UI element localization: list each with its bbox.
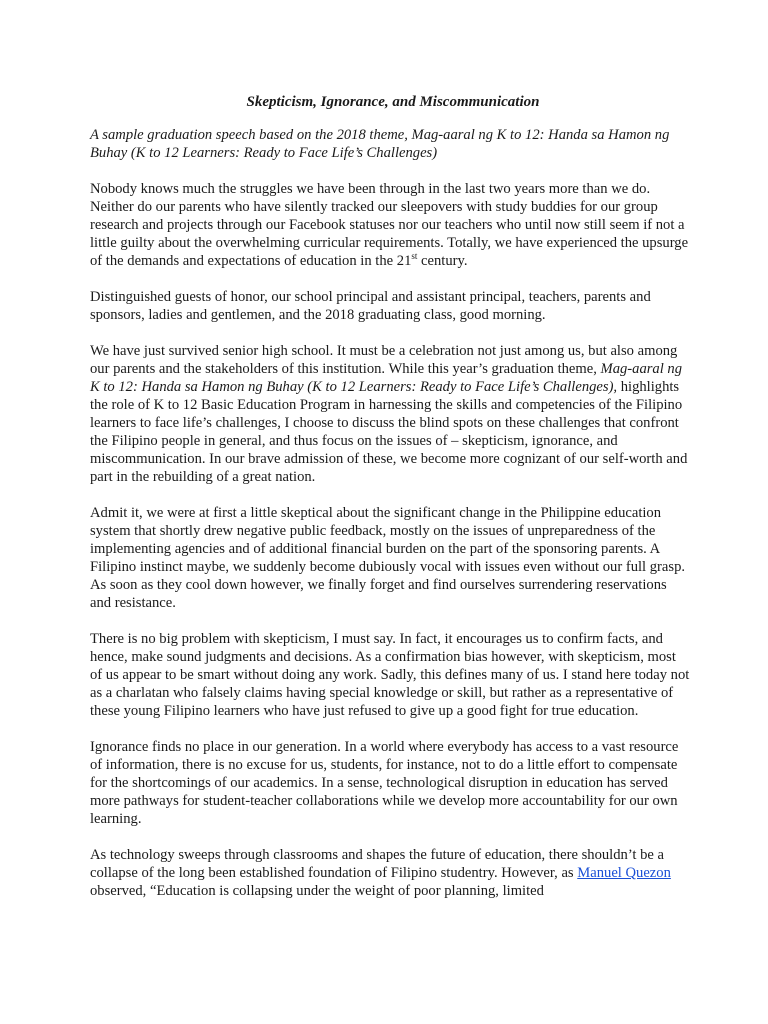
paragraph-1-text: Nobody knows much the struggles we have been through in the last two years more than we do. Neither do our parents who have silently tracked our sleepovers with study buddies for our group research and projects through our Facebook statuses nor our teachers who until now still seem if not a little guilty about the overwhelming curricular requirements. Totally, we have experienced the upsurge of the demands and expectations of education in the 21 xyxy=(90,181,689,269)
document-page xyxy=(90,93,690,918)
paragraph-7 xyxy=(90,846,690,900)
paragraph-3-theme-italic: Mag-aaral ng K to 12: Handa sa Hamon ng Buhay (K to 12 Learners: Ready to Face Life’s Challenges), xyxy=(90,361,683,395)
paragraph-1 xyxy=(90,180,690,270)
paragraph-4: Admit it, we were at first a little skeptical about the significant change in the Philippine education system that shortly drew negative public feedback, mostly on the issues of unpreparedness of the implementing agencies and of additional financial burden on the part of the sponsoring parents. A Filipino instinct maybe, we suddenly become dubiously vocal with issues even without our full grasp. As soon as they cool down however, we finally forget and find ourselves surrendering reservations and resistance. xyxy=(90,505,686,611)
paragraph-3-before: We have just survived senior high school. It must be a celebration not just among us, but also among our parents and the stakeholders of this institution. While this year’s graduation theme, xyxy=(90,343,678,377)
paragraph-7-after: observed, “Education is collapsing under the weight of poor planning, limited xyxy=(90,883,544,899)
paragraph-2: Distinguished guests of honor, our school principal and assistant principal, teachers, parents and sponsors, ladies and gentlemen, and the 2018 graduating class, good morning. xyxy=(90,289,651,323)
paragraph-5: There is no big problem with skepticism, I must say. In fact, it encourages us to confirm facts, and hence, make sound judgments and decisions. As a confirmation bias however, with skepticism, most of us appear to be smart without doing any work. Sadly, this defines many of us. I stand here today not as a charlatan who falsely claims having special knowledge or skill, but rather as a representative of these young Filipino learners who have just refused to give up a good fight for true education. xyxy=(90,631,690,719)
manuel-quezon-link[interactable]: Manuel Quezon xyxy=(577,865,671,881)
paragraph-7-before: As technology sweeps through classrooms and shapes the future of education, there shouldn’t be a collapse of the long been established foundation of Filipino studentry. However, as xyxy=(90,847,665,881)
paragraph-1-tail: century. xyxy=(417,253,468,269)
document-subtitle: A sample graduation speech based on the 2018 theme, Mag-aaral ng K to 12: Handa sa Hamon ng Buhay (K to 12 Learners: Ready to Face Life’s Challenges) xyxy=(90,127,670,161)
paragraph-1-superscript: st xyxy=(411,251,418,262)
paragraph-6: Ignorance finds no place in our generation. In a world where everybody has access to a vast resource of information, there is no excuse for us, students, for instance, not to do a little effort to compensate for the shortcomings of our academics. In a sense, technological disruption in education has served more pathways for student-teacher collaborations while we develop more accountability for our own learning. xyxy=(90,739,679,827)
document-title: Skepticism, Ignorance, and Miscommunication xyxy=(246,94,540,110)
paragraph-3 xyxy=(90,342,690,486)
paragraph-3-after: highlights the role of K to 12 Basic Education Program in harnessing the skills and competencies of the Filipino learners to face life’s challenges, I choose to discuss the blind spots on these challenges that confront the Filipino people in general, and thus focus on the issues of – skepticism, ignorance, and miscommunication. In our brave admission of these, we become more cognizant of our self-worth and part in the rebuilding of a great nation. xyxy=(90,379,688,485)
